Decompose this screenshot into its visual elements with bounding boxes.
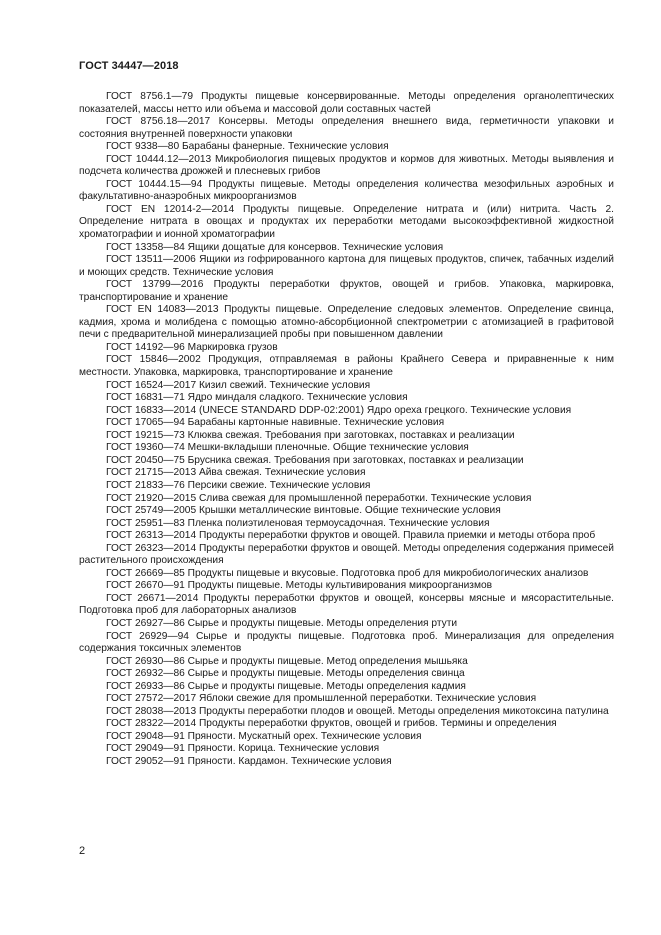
standard-header: ГОСТ 34447—2018 bbox=[79, 60, 179, 72]
reference-entry: ГОСТ 16831—71 Ядро миндаля сладкого. Технические условия bbox=[106, 392, 408, 404]
reference-entry: ГОСТ 28038—2013 Продукты переработки плодов и овощей. Методы определения микотоксина патулина bbox=[106, 705, 609, 717]
reference-entry: ГОСТ 26670—91 Продукты пищевые. Методы культивирования микроорганизмов bbox=[106, 580, 493, 592]
reference-entry: ГОСТ 10444.12—2013 Микробиология пищевых продуктов и кормов для животных. Методы выявления и подсчета количества дрожжей и плесневых грибов bbox=[79, 153, 614, 178]
reference-entry: ГОСТ 8756.18—2017 Консервы. Методы определения внешнего вида, герметичности упаковки и состояния внутренней поверхности упаковки bbox=[79, 116, 614, 140]
reference-entry: ГОСТ 9338—80 Барабаны фанерные. Технические условия bbox=[106, 141, 389, 153]
reference-entry: ГОСТ 25951—83 Пленка полиэтиленовая термоусадочная. Технические условия bbox=[106, 517, 490, 529]
reference-entry: ГОСТ 15846—2002 Продукция, отправляемая в районы Крайнего Севера и приравненные к ним местности. Упаковка, маркировка, транспортирование и хранение bbox=[79, 354, 614, 379]
reference-entry: ГОСТ 10444.15—94 Продукты пищевые. Методы определения количества мезофильных аэробных и факультативно-анаэробных микроорганизмов bbox=[79, 178, 614, 203]
normative-references-list bbox=[79, 91, 614, 769]
reference-entry: ГОСТ 13799—2016 Продукты переработки фруктов, овощей и грибов. Упаковка, маркировка, транспортирование и хранение bbox=[79, 279, 614, 303]
reference-entry: ГОСТ 26929—94 Сырье и продукты пищевые. Подготовка проб. Минерализация для определения содержания токсичных элементов bbox=[79, 630, 614, 655]
reference-entry: ГОСТ 16833—2014 (UNECE STANDARD DDP-02:2001) Ядро ореха грецкого. Технические условия bbox=[106, 404, 572, 416]
reference-entry: ГОСТ 26927—86 Сырье и продукты пищевые. Методы определения ртути bbox=[106, 617, 458, 629]
reference-entry: ГОСТ 26669—85 Продукты пищевые и вкусовые. Подготовка проб для микробиологических анализов bbox=[106, 567, 589, 579]
reference-entry: ГОСТ 26930—86 Сырье и продукты пищевые. Метод определения мышьяка bbox=[106, 655, 468, 667]
reference-entry: ГОСТ EN 14083—2013 Продукты пищевые. Определение следовых элементов. Определение свинца, кадмия, хрома и молибдена с помощью атомно-абсорбционной спектрометрии с атомизацией в графитовой печи с предварительной минерализацией пробы при повышенном давлении bbox=[79, 304, 614, 341]
reference-entry: ГОСТ 21920—2015 Слива свежая для промышленной переработки. Технические условия bbox=[106, 492, 532, 504]
reference-entry: ГОСТ 21715—2013 Айва свежая. Технические условия bbox=[106, 467, 366, 479]
reference-entry: ГОСТ 26932—86 Сырье и продукты пищевые. Методы определения свинца bbox=[106, 668, 465, 680]
reference-entry: ГОСТ 25749—2005 Крышки металлические винтовые. Общие технические условия bbox=[106, 505, 501, 517]
reference-entry: ГОСТ 26933—86 Сырье и продукты пищевые. Методы определения кадмия bbox=[106, 680, 466, 692]
reference-entry: ГОСТ 20450—75 Брусника свежая. Требования при заготовках, поставках и реализации bbox=[106, 454, 524, 466]
reference-entry: ГОСТ 16524—2017 Кизил свежий. Технические условия bbox=[106, 379, 371, 391]
reference-entry: ГОСТ 29049—91 Пряности. Корица. Технические условия bbox=[106, 743, 380, 755]
reference-entry: ГОСТ 17065—94 Барабаны картонные навивные. Технические условия bbox=[106, 417, 445, 429]
reference-entry: ГОСТ 19215—73 Клюква свежая. Требования при заготовках, поставках и реализации bbox=[106, 429, 515, 441]
reference-entry: ГОСТ EN 12014-2—2014 Продукты пищевые. Определение нитрата и (или) нитрита. Часть 2. Определение нитрата в овощах и продуктах их переработки методами высокоэффективной жидкостной хроматографии и ионной хроматографии bbox=[79, 203, 614, 241]
reference-entry: ГОСТ 26671—2014 Продукты переработки фруктов и овощей, консервы мясные и мясорастительные. Подготовка проб для лабораторных анализов bbox=[79, 592, 614, 617]
reference-entry: ГОСТ 26323—2014 Продукты переработки фруктов и овощей. Методы определения содержания примесей растительного происхождения bbox=[79, 542, 614, 567]
page-number: 2 bbox=[79, 845, 86, 857]
reference-entry: ГОСТ 27572—2017 Яблоки свежие для промышленной переработки. Технические условия bbox=[106, 693, 537, 705]
reference-entry: ГОСТ 13358—84 Ящики дощатые для консервов. Технические условия bbox=[106, 241, 444, 253]
reference-entry: ГОСТ 14192—96 Маркировка грузов bbox=[106, 341, 278, 353]
reference-entry: ГОСТ 19360—74 Мешки-вкладыши пленочные. Общие технические условия bbox=[106, 442, 469, 454]
reference-entry: ГОСТ 28322—2014 Продукты переработки фруктов, овощей и грибов. Термины и определения bbox=[106, 718, 557, 730]
reference-entry: ГОСТ 8756.1—79 Продукты пищевые консервированные. Методы определения органолептических показателей, массы нетто или объема и массовой доли составных частей bbox=[79, 91, 614, 115]
reference-entry: ГОСТ 29052—91 Пряности. Кардамон. Технические условия bbox=[106, 755, 392, 767]
reference-entry: ГОСТ 26313—2014 Продукты переработки фруктов и овощей. Правила приемки и методы отбора проб bbox=[106, 530, 596, 542]
reference-entry: ГОСТ 29048—91 Пряности. Мускатный орех. Технические условия bbox=[106, 730, 422, 742]
reference-entry: ГОСТ 21833—76 Персики свежие. Технические условия bbox=[106, 479, 371, 491]
reference-entry: ГОСТ 13511—2006 Ящики из гофрированного картона для пищевых продуктов, спичек, табачных изделий и моющих средств. Технические условия bbox=[79, 254, 614, 278]
